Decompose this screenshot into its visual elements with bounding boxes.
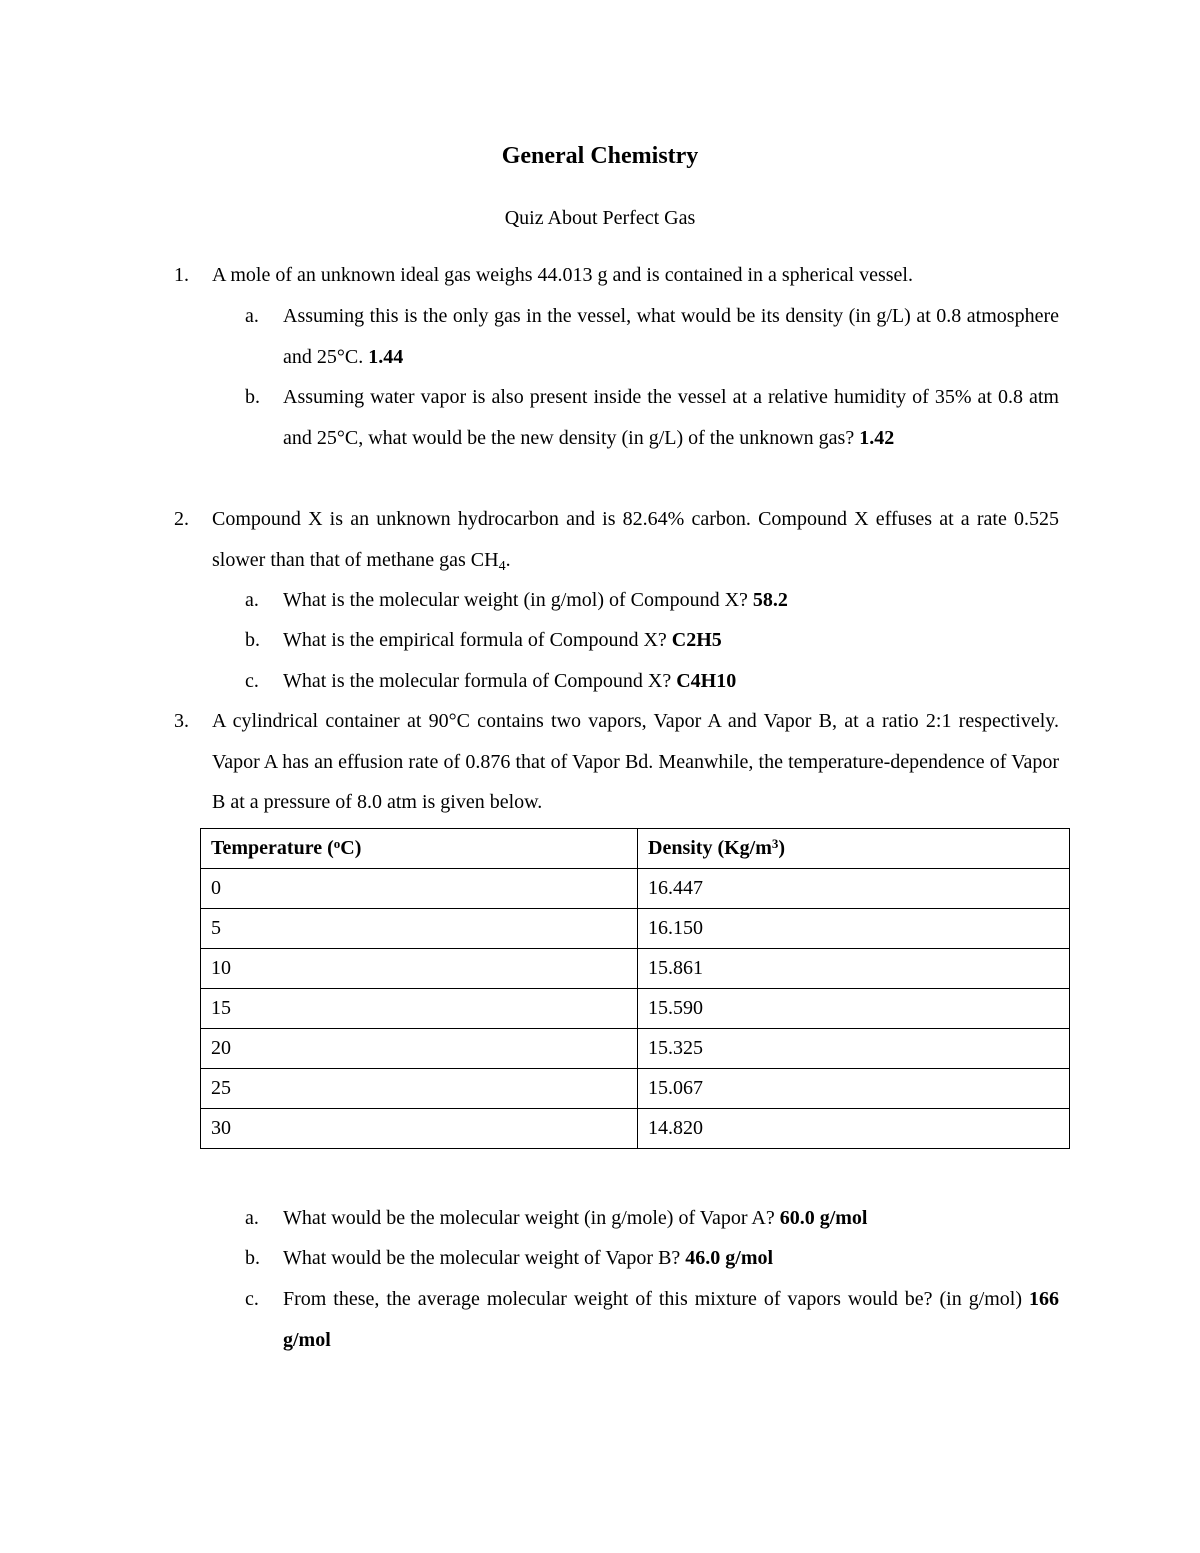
table-row (201, 869, 1070, 909)
table-row (201, 909, 1070, 949)
document-subtitle: Quiz About Perfect Gas (504, 207, 696, 229)
table-row (201, 1029, 1070, 1069)
answer: 1.44 (368, 345, 404, 368)
density-table (200, 828, 1070, 1149)
table-cell: 14.820 (638, 1109, 1070, 1149)
question-number: 2. (174, 508, 189, 530)
part-label: a. (245, 305, 259, 327)
table-cell: 15.590 (638, 989, 1070, 1029)
part-label: c. (245, 670, 259, 692)
question-text: A cylindrical container at 90°C contains two vapors, Vapor A and Vapor B, at a ratio 2:1 respectively. Vapor A has an effusion rate of 0.876 that of Vapor Bd. Meanwhile, the temperature-dependence of Vapor B at a pressure of 8.0 atm is given below. (212, 710, 1059, 814)
answer: C2H5 (671, 629, 722, 651)
part-label: c. (245, 1288, 259, 1310)
part-label: a. (245, 1207, 259, 1229)
question-text-end: . (505, 548, 511, 571)
question-number: 1. (174, 264, 189, 286)
answer: 58.2 (752, 589, 788, 611)
table-cell: 15 (201, 989, 638, 1029)
table-cell: 16.150 (638, 909, 1070, 949)
question-part (283, 1279, 1059, 1360)
table-header-density: Density $(Kg/m^3)$ (638, 829, 1070, 869)
table-cell: 10 (201, 949, 638, 989)
table-row (201, 989, 1070, 1029)
table-header-row (201, 829, 1070, 869)
question-part (283, 1198, 1059, 1239)
part-label: a. (245, 589, 259, 611)
question-part (283, 661, 1059, 702)
question-part (283, 580, 1059, 621)
table-cell: 5 (201, 909, 638, 949)
table-header-temperature: Temperature ($^o$C) (201, 829, 638, 869)
table-cell: 20 (201, 1029, 638, 1069)
part-text: Assuming water vapor is also present inside the vessel at a relative humidity of 35% at 0.8 atm and 25°C, what would be the new density (in g/L) of the unknown gas? (283, 386, 1059, 449)
table-cell: 0 (201, 869, 638, 909)
question-part (283, 1238, 1059, 1279)
table-cell: 25 (201, 1069, 638, 1109)
part-label: b. (245, 386, 260, 408)
answer: C4H10 (676, 670, 737, 692)
table-row (201, 1069, 1070, 1109)
question-number: 3. (174, 710, 189, 732)
part-text: From these, the average molecular weight of this mixture of vapors would be? (in g/mol) (283, 1288, 1023, 1310)
question-part (283, 377, 1059, 458)
question-part (283, 620, 1059, 661)
answer: 46.0 g/mol (685, 1247, 774, 1269)
part-text: What would be the molecular weight of Vapor B? (283, 1247, 681, 1269)
question-text-main: Compound X is an unknown hydrocarbon and is 82.64% carbon. Compound X effuses at a rate 0.525 slower than that of methane gas CH (212, 508, 1059, 571)
table-cell: 15.067 (638, 1069, 1070, 1109)
question-text (212, 499, 1059, 587)
part-text: What is the empirical formula of Compound X? (283, 629, 667, 651)
document-title: General Chemistry (501, 143, 699, 169)
answer: 166 g/mol (283, 1288, 1059, 1351)
table-row (201, 949, 1070, 989)
answer: 1.42 (859, 426, 895, 449)
part-text: What is the molecular weight (in g/mol) of Compound X? (283, 589, 748, 611)
part-label: b. (245, 629, 260, 651)
part-text: What is the molecular formula of Compound X? (283, 670, 672, 692)
part-label: b. (245, 1247, 260, 1269)
table-cell: 16.447 (638, 869, 1070, 909)
table-cell: 30 (201, 1109, 638, 1149)
answer: 60.0 g/mol (779, 1207, 868, 1229)
part-text: Assuming this is the only gas in the vessel, what would be its density (in g/L) at 0.8 atmosphere and 25°C. (283, 305, 1059, 368)
part-text: What would be the molecular weight (in g/mole) of Vapor A? (283, 1207, 775, 1229)
table-cell: 15.861 (638, 949, 1070, 989)
table-row (201, 1109, 1070, 1149)
question-text: A mole of an unknown ideal gas weighs 44.013 g and is contained in a spherical vessel. (212, 264, 913, 286)
subscript: 4 (498, 558, 506, 574)
question-part (283, 296, 1059, 377)
table-cell: 15.325 (638, 1029, 1070, 1069)
